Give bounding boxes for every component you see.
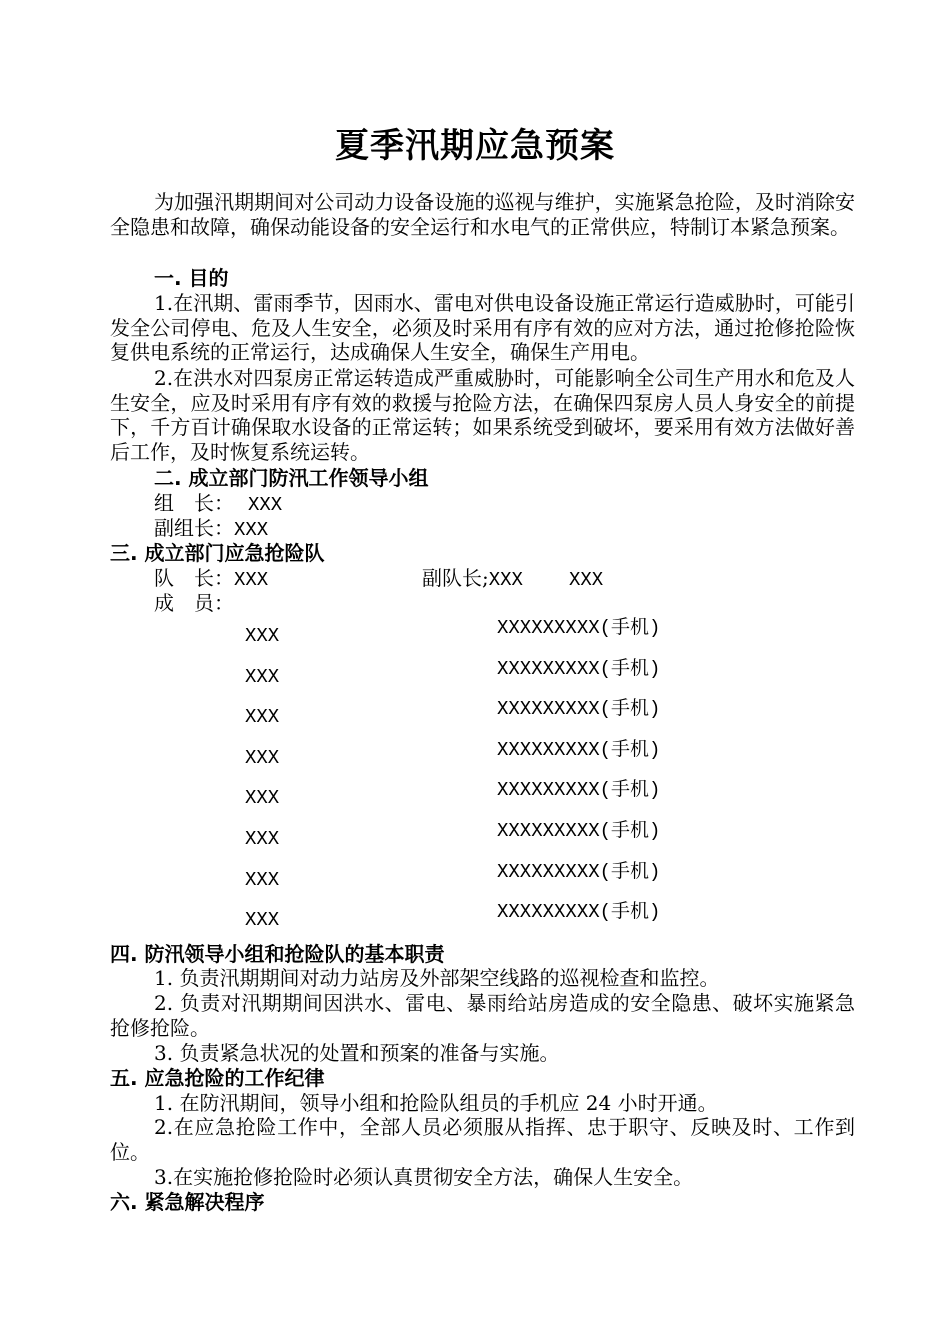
- member-name: XXX: [245, 666, 280, 688]
- section-4-heading: 四. 防汛领导小组和抢险队的基本职责: [110, 942, 445, 966]
- member-name: XXX: [245, 747, 280, 769]
- section-2-heading: 二. 成立部门防汛工作领导小组: [154, 466, 429, 490]
- member-phone: XXXXXXXXX(手机): [497, 739, 661, 761]
- vice-captain-line: [422, 566, 603, 593]
- member-phone: XXXXXXXXX(手机): [497, 779, 661, 801]
- member-phone: XXXXXXXXX(手机): [497, 901, 661, 923]
- deputy-name: XXX: [234, 519, 269, 541]
- deputy-label: 副组长：: [154, 516, 234, 540]
- member-phone: XXXXXXXXX(手机): [497, 698, 661, 720]
- section-5-heading: 五. 应急抢险的工作纪律: [110, 1066, 325, 1090]
- section-3-heading: 三. 成立部门应急抢险队: [110, 541, 325, 565]
- vice-captain-label: 副队长;: [422, 566, 489, 590]
- vice-captain-name-1: XXX: [488, 569, 523, 591]
- member-phone: XXXXXXXXX(手机): [497, 617, 661, 639]
- leader-label: 组 长：: [154, 491, 234, 515]
- member-name: XXX: [245, 828, 280, 850]
- section-4-paragraph-1: 1. 负责汛期期间对动力站房及外部架空线路的巡视检查和监控。: [154, 966, 720, 990]
- section-1-paragraph-2: 2.在洪水对四泵房正常运转造成严重威胁时，可能影响全公司生产用水和危及人生安全，应及时采用有序有效的救援与抢险方法，在确保四泵房人员人身安全的前提下，千方百计确保取水设备的正常运转；如果系统受到破坏，要采用有效方法做好善后工作，及时恢复系统运转。: [110, 366, 855, 464]
- section-6-heading: 六. 紧急解决程序: [110, 1190, 265, 1214]
- member-name: XXX: [245, 625, 280, 647]
- section-1-heading: 一. 目的: [154, 266, 229, 290]
- section-5-paragraph-3: 3.在实施抢修抢险时必须认真贯彻安全方法，确保人生安全。: [154, 1165, 694, 1189]
- member-phone: XXXXXXXXX(手机): [497, 658, 661, 680]
- members-label: 成 员：: [154, 591, 234, 615]
- member-name: XXX: [245, 869, 280, 891]
- member-phone: XXXXXXXXX(手机): [497, 820, 661, 842]
- section-5-paragraph-2: 2.在应急抢险工作中，全部人员必须服从指挥、忠于职守、反映及时、工作到位。: [110, 1115, 855, 1164]
- section-4-paragraph-3: 3. 负责紧急状况的处置和预案的准备与实施。: [154, 1041, 560, 1065]
- section-4-paragraph-2: 2. 负责对汛期期间因洪水、雷电、暴雨给站房造成的安全隐患、破坏实施紧急抢修抢险。: [110, 991, 855, 1040]
- section-1-paragraph-1: 1.在汛期、雷雨季节，因雨水、雷电对供电设备设施正常运行造威胁时，可能引发全公司停电、危及人生安全，必须及时采用有序有效的应对方法，通过抢修抢险恢复供电系统的正常运行，达成确保人生安全，确保生产用电。: [110, 291, 855, 365]
- deputy-line: [154, 516, 268, 543]
- member-name: XXX: [245, 706, 280, 728]
- captain-line: [154, 566, 268, 593]
- document-title: 夏季汛期应急预案: [335, 126, 615, 166]
- leader-name: XXX: [248, 494, 283, 516]
- captain-name: XXX: [234, 569, 269, 591]
- captain-label: 队 长：: [154, 566, 234, 590]
- section-5-paragraph-1: 1. 在防汛期间，领导小组和抢险队组员的手机应 24 小时开通。: [154, 1091, 718, 1115]
- leader-line: [154, 491, 282, 518]
- member-name: XXX: [245, 909, 280, 931]
- vice-captain-name-2: XXX: [568, 569, 604, 591]
- member-name: XXX: [245, 787, 280, 809]
- member-phone: XXXXXXXXX(手机): [497, 861, 661, 883]
- intro-paragraph: 为加强汛期期间对公司动力设备设施的巡视与维护，实施紧急抢险，及时消除安全隐患和故障，确保动能设备的安全运行和水电气的正常供应，特制订本紧急预案。: [110, 190, 855, 239]
